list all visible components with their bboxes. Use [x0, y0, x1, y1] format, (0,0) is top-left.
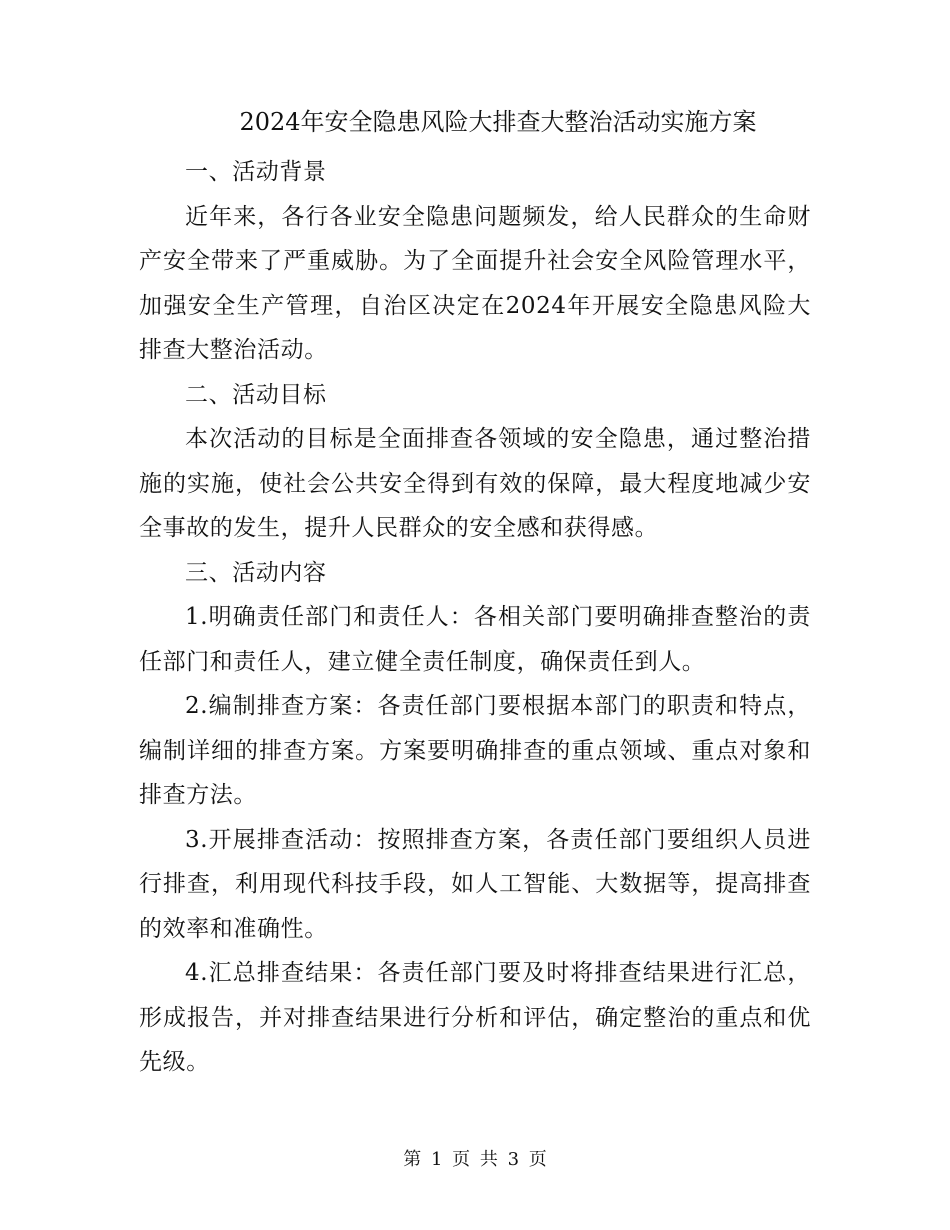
page-number-footer: 第 1 页 共 3 页 — [403, 1149, 547, 1170]
paragraph-item-2: 2.编制排查方案：各责任部门要根据本部门的职责和特点，编制详细的排查方案。方案要明确排查的重点领域、重点对象和排查方法。 — [139, 693, 811, 808]
paragraph-background: 近年来，各行各业安全隐患问题频发，给人民群众的生命财产安全带来了严重威胁。为了全面提升社会安全风险管理水平，加强安全生产管理，自治区决定在2024年开展安全隐患风险大排查大整治活动。 — [139, 203, 811, 363]
paragraph-goals: 本次活动的目标是全面排查各领域的安全隐患，通过整治措施的实施，使社会公共安全得到有效的保障，最大程度地减少安全事故的发生，提升人民群众的安全感和获得感。 — [139, 426, 811, 541]
paragraph-item-1: 1.明确责任部门和责任人：各相关部门要明确排查整治的责任部门和责任人，建立健全责任制度，确保责任到人。 — [139, 604, 811, 675]
paragraph-item-4: 4.汇总排查结果：各责任部门要及时将排查结果进行汇总，形成报告，并对排查结果进行分析和评估，确定整治的重点和优先级。 — [139, 960, 811, 1075]
paragraph-item-3: 3.开展排查活动：按照排查方案，各责任部门要组织人员进行排查，利用现代科技手段，如人工智能、大数据等，提高排查的效率和准确性。 — [139, 826, 811, 942]
section-heading-goals: 二、活动目标 — [185, 381, 327, 408]
section-heading-background: 一、活动背景 — [185, 159, 327, 185]
section-heading-content: 三、活动内容 — [185, 559, 327, 586]
document-body — [139, 150, 811, 1085]
document-title: 2024年安全隐患风险大排查大整治活动实施方案 — [239, 108, 757, 136]
